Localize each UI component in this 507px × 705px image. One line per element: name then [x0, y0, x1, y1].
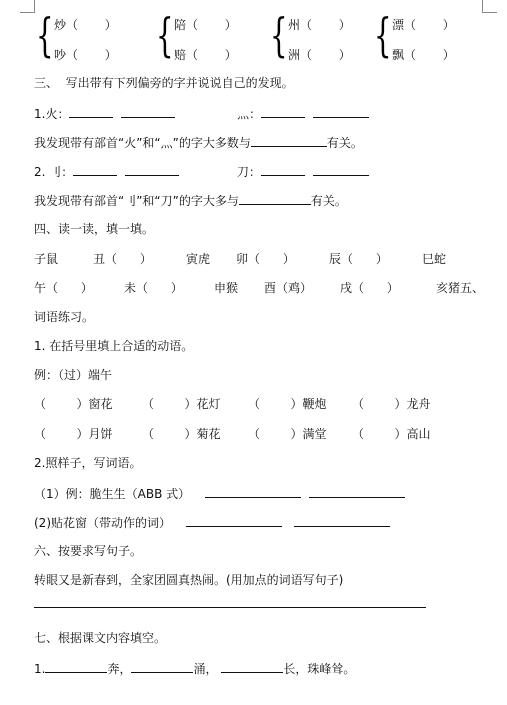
- fill-word: 长，珠峰耸。: [283, 662, 356, 676]
- finding-suffix: 有关。: [310, 194, 347, 208]
- crop-mark-right: [482, 0, 497, 13]
- knife-radical-line: [34, 163, 369, 180]
- zodiac-item: 丑（ ）: [93, 252, 152, 266]
- crop-mark-left: [20, 0, 35, 13]
- zodiac-item: 子鼠: [34, 252, 59, 266]
- char-pair: [36, 10, 146, 66]
- answer-blank[interactable]: [294, 514, 390, 527]
- zodiac-item: 卯（ ）: [236, 252, 295, 266]
- answer-blank[interactable]: [73, 163, 117, 176]
- section-4-heading: 四、读一读，填一填。: [34, 222, 155, 236]
- answer-blank[interactable]: [313, 105, 369, 118]
- knife-label: 2. 刂：: [34, 165, 74, 179]
- brace-symbol: {: [156, 8, 174, 62]
- character-pairs: [36, 10, 476, 66]
- verb-blank-item: （ ）菊花: [142, 427, 221, 441]
- answer-blank[interactable]: [251, 134, 327, 147]
- pattern-prompt: (2)贴花窗（带动作的词）: [34, 516, 171, 530]
- finding-suffix: 有关。: [326, 136, 363, 150]
- section-5-heading: 词语练习。: [34, 310, 95, 324]
- pair-top-word: 漂（ ）: [392, 18, 455, 32]
- answer-blank[interactable]: [131, 660, 193, 673]
- finding-prefix: 我发现带有部首“刂”和“刀”的字大多与: [34, 194, 239, 208]
- zodiac-item: 亥猪五、: [436, 281, 485, 295]
- answer-blank[interactable]: [45, 660, 107, 673]
- pattern-line-2: [34, 514, 390, 531]
- answer-blank[interactable]: [186, 514, 282, 527]
- finding-prefix: 我发现带有部首“火”和“灬”的字大多数与: [34, 136, 251, 150]
- verb-blank-item: （ ）鞭炮: [248, 397, 327, 411]
- question-1: 1. 在括号里填上合适的动语。: [34, 339, 194, 353]
- zodiac-item: 巳蛇: [422, 252, 447, 266]
- pair-bottom-word: 飘（ ）: [392, 48, 455, 62]
- brace-symbol: {: [374, 8, 392, 62]
- fill-word: 奔，: [107, 662, 132, 676]
- pair-bottom-word: 赔（ ）: [174, 48, 237, 62]
- verb-blank-item: （ ）花灯: [142, 397, 221, 411]
- zodiac-item: 寅虎: [186, 252, 211, 266]
- sentence-prompt: 转眼又是新春到，全家团圆真热闹。(用加点的词语写句子): [34, 573, 344, 587]
- question-2: 2.照样子，写词语。: [34, 456, 142, 470]
- verb-blank-item: （ ）高山: [352, 427, 431, 441]
- pattern-prompt: （1）例：脆生生（ABB 式）: [34, 487, 191, 501]
- brace-symbol: {: [36, 8, 54, 62]
- answer-blank[interactable]: [313, 163, 369, 176]
- pattern-line-1: [34, 485, 405, 502]
- fill-word: 涌，: [193, 662, 218, 676]
- answer-blank[interactable]: [221, 660, 283, 673]
- char-pair: [156, 10, 266, 66]
- zodiac-item: 申猴: [214, 281, 239, 295]
- item-number: 1.: [34, 662, 46, 676]
- fire-label: 1.火：: [34, 107, 70, 121]
- answer-blank[interactable]: [261, 163, 305, 176]
- answer-blank[interactable]: [309, 485, 405, 498]
- dots-label: 灬：: [237, 107, 262, 121]
- answer-blank[interactable]: [205, 485, 301, 498]
- knife2-label: 刀：: [236, 165, 261, 179]
- finding-line-1: [34, 134, 363, 151]
- verb-blank-item: （ ）龙舟: [352, 397, 431, 411]
- zodiac-item: 午（ ）: [34, 281, 93, 295]
- pair-bottom-word: 洲（ ）: [288, 48, 351, 62]
- zodiac-item: 辰（ ）: [329, 252, 388, 266]
- pair-top-word: 州（ ）: [288, 18, 351, 32]
- answer-blank[interactable]: [125, 163, 179, 176]
- char-pair: [374, 10, 484, 66]
- verb-blank-item: （ ）满堂: [248, 427, 327, 441]
- verb-blank-item: （ ）月饼: [34, 427, 113, 441]
- fill-in-line: [34, 660, 355, 677]
- answer-blank[interactable]: [69, 105, 113, 118]
- sentence-answer-line[interactable]: [34, 607, 426, 608]
- example-line: 例：（过）端午: [34, 368, 113, 382]
- brace-symbol: {: [270, 8, 288, 62]
- section-3-heading: 三、 写出带有下列偏旁的字并说说自己的发现。: [34, 76, 294, 90]
- answer-blank[interactable]: [121, 105, 175, 118]
- zodiac-item: 戌（ ）: [340, 281, 399, 295]
- char-pair: [270, 10, 380, 66]
- fire-radical-line: [34, 105, 369, 122]
- pair-bottom-word: 吵（ ）: [54, 48, 117, 62]
- zodiac-item: 未（ ）: [124, 281, 183, 295]
- answer-blank[interactable]: [239, 192, 311, 205]
- zodiac-item: 酉（鸡）: [264, 281, 313, 295]
- finding-line-2: [34, 192, 347, 209]
- answer-blank[interactable]: [261, 105, 305, 118]
- section-7-heading: 七、根据课文内容填空。: [34, 631, 167, 645]
- verb-blank-item: （ ）窗花: [34, 397, 113, 411]
- section-6-heading: 六、按要求写句子。: [34, 544, 143, 558]
- pair-top-word: 陪（ ）: [174, 18, 237, 32]
- pair-top-word: 炒（ ）: [54, 18, 117, 32]
